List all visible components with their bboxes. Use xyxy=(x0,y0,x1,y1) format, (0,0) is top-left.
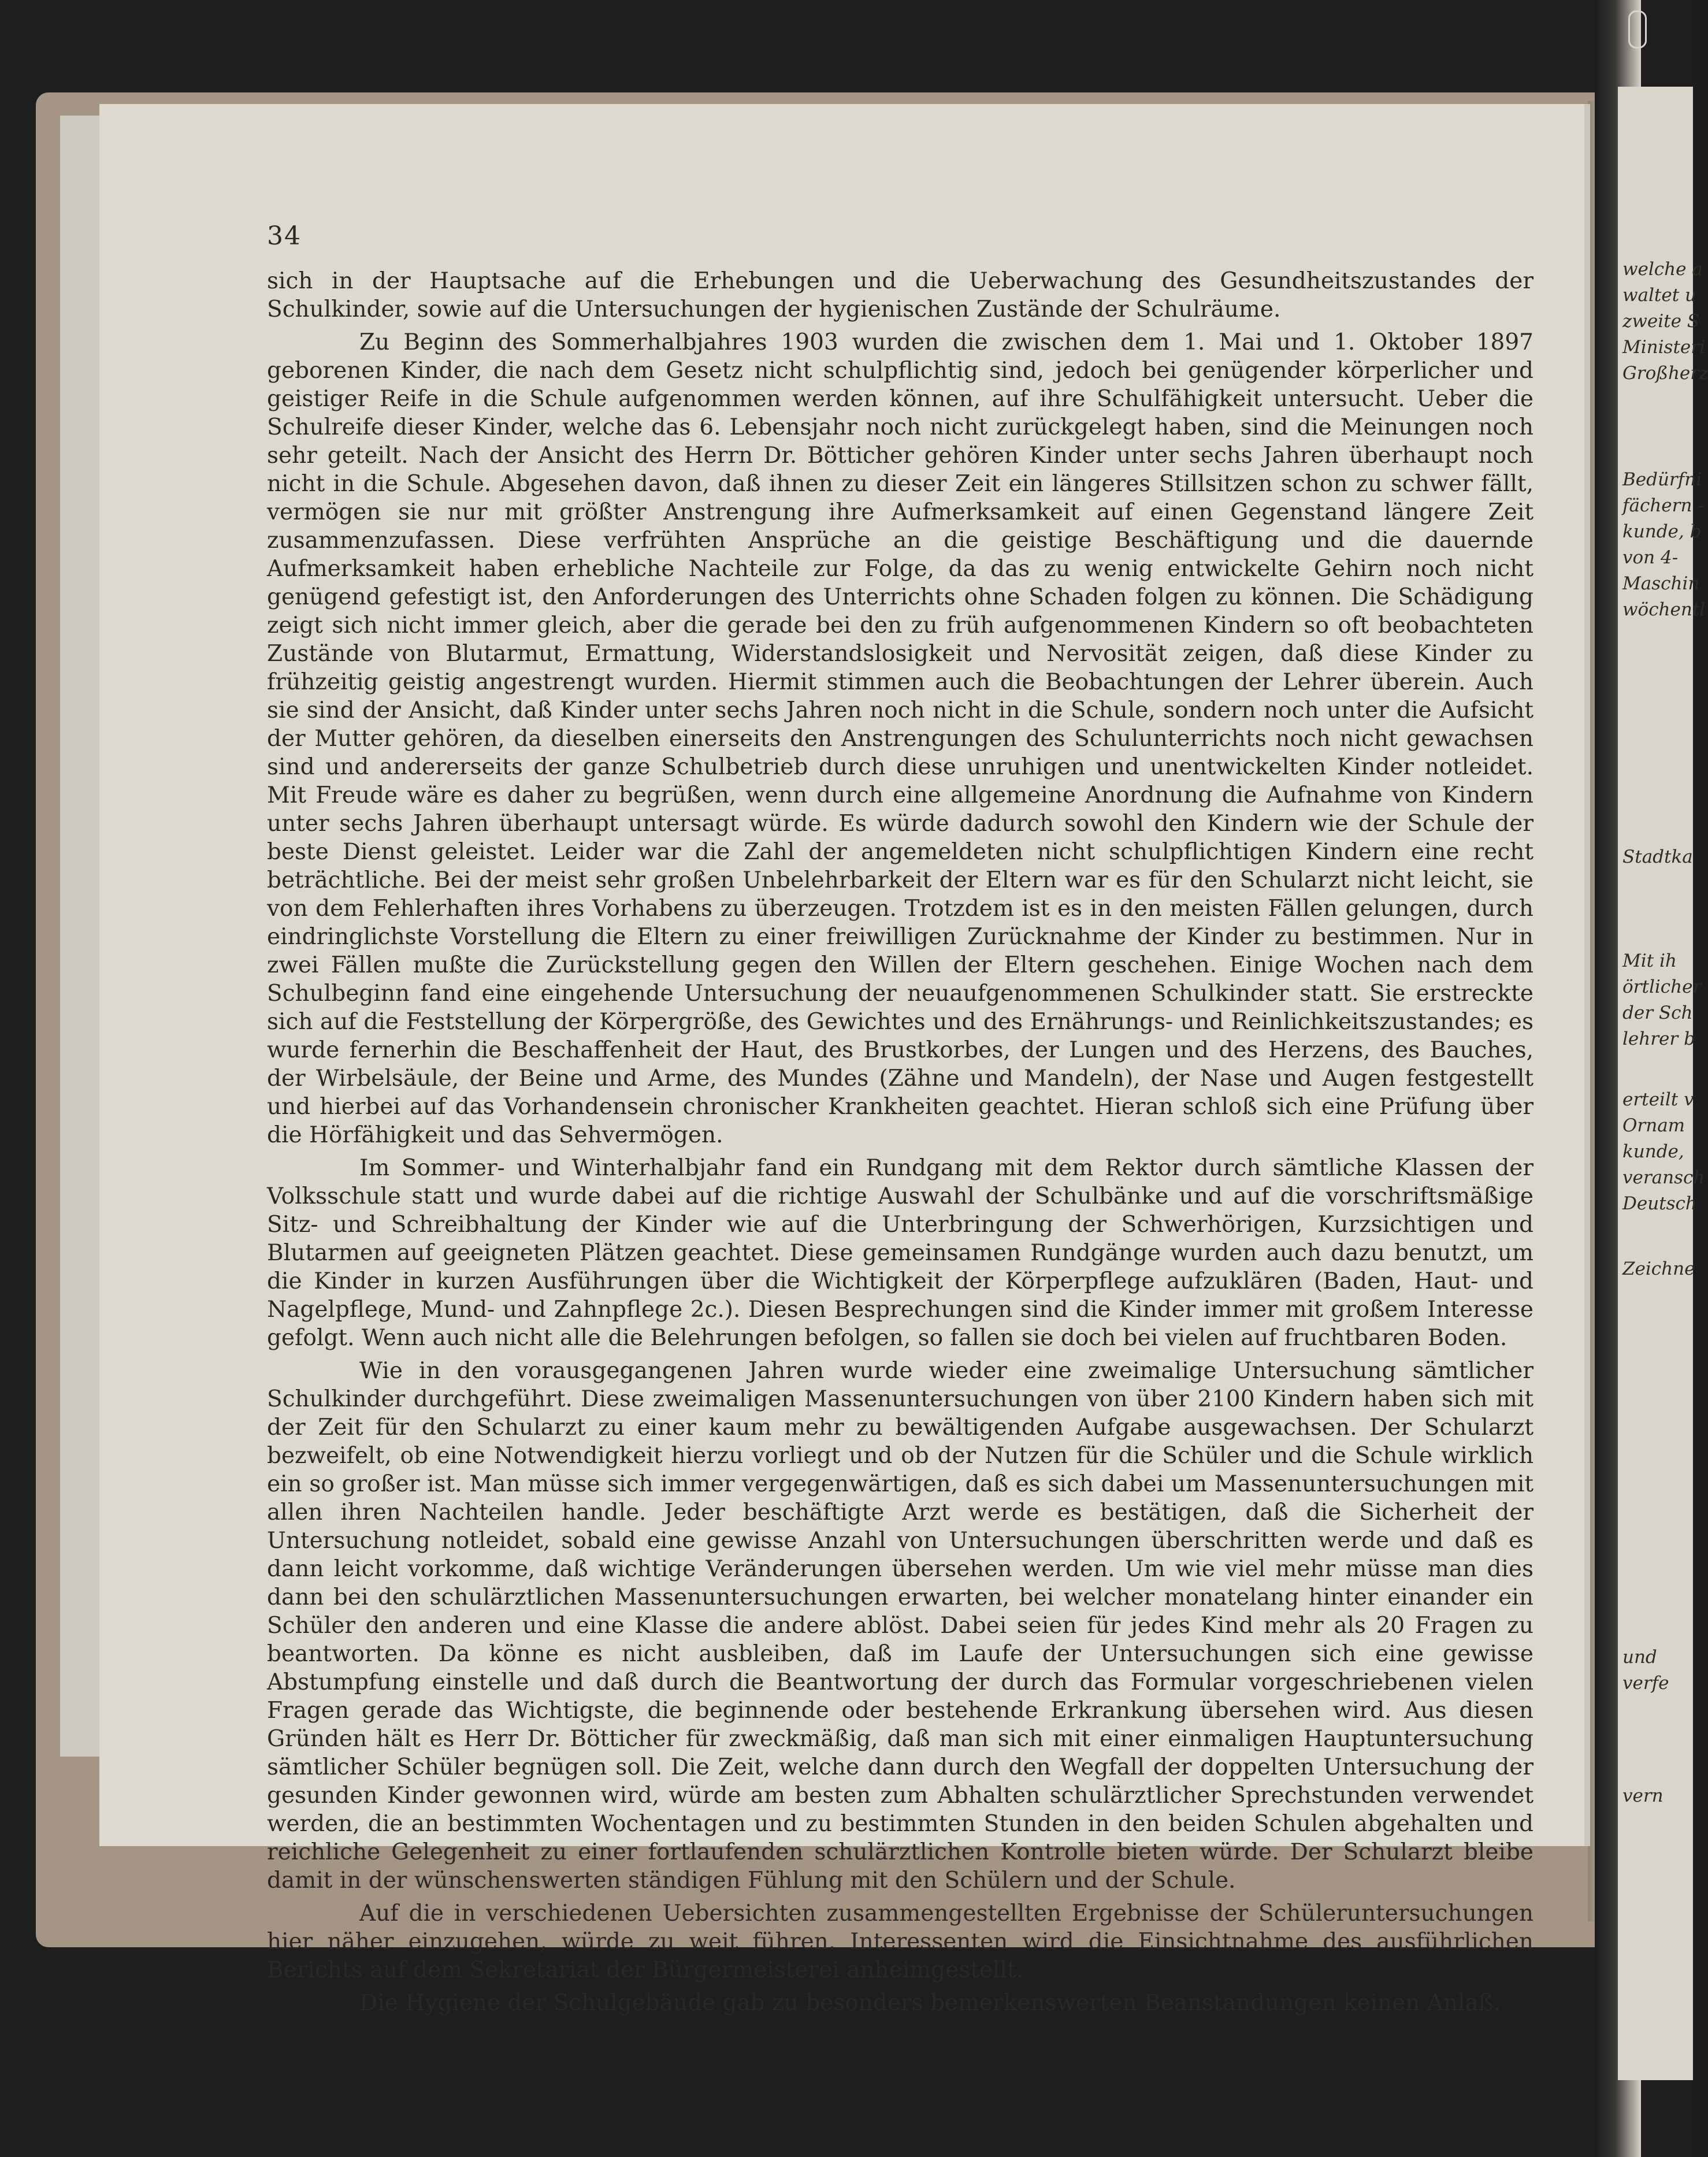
adjacent-page-line: kunde, xyxy=(1622,1141,1684,1162)
page-number: 34 xyxy=(267,221,302,251)
adjacent-page-line: fächern - xyxy=(1622,495,1704,516)
adjacent-page-line: von 4- xyxy=(1622,547,1679,568)
paragraph: sich in der Hauptsache auf die Erhebungen und die Ueberwachung des Gesundheitszustandes der Schulkinder, sowie auf die Untersuchungen der hygienischen Zustände der Schulräume. xyxy=(267,268,1534,322)
adjacent-page-line: Großherz xyxy=(1622,363,1708,384)
adjacent-page-line: vern xyxy=(1622,1785,1664,1806)
adjacent-page-line: der Sch xyxy=(1622,1003,1693,1023)
adjacent-page-line: wöchentl xyxy=(1622,599,1706,620)
paragraph: Zu Beginn des Sommerhalbjahres 1903 wurden die zwischen dem 1. Mai und 1. Oktober 1897 geborenen Kinder, die nach dem Gesetz nicht schulpflichtig sind, jedoch bei genügender körperlicher und geistiger Reife in die Schule aufgenommen werden können, auf ihre Schulfähigkeit untersucht. Ueber die Schulreife dieser Kinder, welche das 6. Lebensjahr noch nicht zurückgelegt haben, sind die Meinungen noch sehr geteilt. Nach der Ansicht des Herrn Dr. Bötticher gehören Kinder unter sechs Jahren überhaupt noch nicht in die Schule. Abgesehen davon, daß ihnen zu dieser Zeit ein längeres Stillsitzen schon zu schwer fällt, vermögen sie nur mit größter Anstrengung ihre Aufmerksamkeit auf einen Gegenstand längere Zeit zusammenzufassen. Diese verfrühten Ansprüche an die geistige Beschäftigung und die dauernde Aufmerksamkeit haben erhebliche Nachteile zur Folge, da das zu wenig entwickelte Gehirn noch nicht genügend gefestigt ist, den Anforderungen des Unterrichts ohne Schaden folgen zu können. Die Schädigung zeigt sich nicht immer gleich, aber die gerade bei den zu früh aufgenommenen Kindern so oft beobachteten Zustände von Blutarmut, Ermattung, Widerstandslosigkeit und Nervosität zeigen, daß diese Kinder zu frühzeitig geistig angestrengt wurden. Hiermit stimmen auch die Beobachtungen der Lehrer überein. Auch sie sind der Ansicht, daß Kinder unter sechs Jahren noch nicht in die Schule, sondern noch unter die Aufsicht der Mutter gehören, da dieselben einerseits den Anstrengungen des Schulunterrichts noch nicht gewachsen sind und andererseits der ganze Schulbetrieb durch diese unruhigen und unentwickelten Kinder notleidet. Mit Freude wäre es daher zu begrüßen, wenn durch eine allgemeine Anordnung die Aufnahme von Kindern unter sechs Jahren überhaupt untersagt würde. Es würde dadurch sowohl den Kindern wie der Schule der beste Dienst geleistet. Leider war die Zahl der angemeldeten nicht schulpflichtigen Kindern eine recht beträchtliche. Bei der meist sehr großen Unbelehrbarkeit der Eltern war es für den Schularzt nicht leicht, sie von dem Fehlerhaften ihres Vorhabens zu überzeugen. Trotzdem ist es in den meisten Fällen gelungen, durch eindringlichste Vorstellung die Eltern zu einer freiwilligen Zurücknahme der Kinder zu bestimmen. Nur in zwei Fällen mußte die Zurückstellung gegen den Willen der Eltern geschehen. Einige Wochen nach dem Schulbeginn fand eine eingehende Untersuchung der neuaufgenommenen Schulkinder statt. Sie erstreckte sich auf die Feststellung der Körpergröße, des Gewichtes und des Ernährungs- und Reinlichkeitszustandes; es wurde fernerhin die Beschaffenheit der Haut, des Brustkorbes, der Lungen und des Herzens, des Bauches, der Wirbelsäule, der Beine und Arme, des Mundes (Zähne und Mandeln), der Nase und Augen festgestellt und hierbei auf das Vorhandensein chronischer Krankheiten geachtet. Hieran schloß sich eine Prüfung über die Hörfähigkeit und das Sehvermögen. xyxy=(267,329,1534,1148)
paragraph: Die Hygiene der Schulgebäude gab zu besonders bemerkenswerten Beanstandungen keinen Anlaß. xyxy=(359,1990,1501,2016)
adjacent-page-line: Bedürfni xyxy=(1622,469,1702,490)
adjacent-page-line: kunde, b xyxy=(1622,521,1702,542)
paragraph: Im Sommer- und Winterhalbjahr fand ein Rundgang mit dem Rektor durch sämtliche Klassen der Volksschule statt und wurde dabei auf die richtige Auswahl der Schulbänke und auf die vorschriftsmäßige Sitz- und Schreibhaltung der Kinder wie auf die Unterbringung der Schwerhörigen, Kurzsichtigen und Blutarmen auf geeigneten Plätzen geachtet. Diese gemeinsamen Rundgänge wurden auch dazu benutzt, um die Kinder in kurzen Ausführungen über die Wichtigkeit der Körperpflege aufzuklären (Baden, Haut- und Nagelpflege, Mund- und Zahnpflege 2c.). Diesen Besprechungen sind die Kinder immer mit großem Interesse gefolgt. Wenn auch nicht alle die Belehrungen befolgen, so fallen sie doch bei vielen auf fruchtbaren Boden. xyxy=(267,1155,1534,1351)
adjacent-page xyxy=(1618,87,1693,2080)
adjacent-page-line: Deutsch xyxy=(1622,1193,1697,1214)
adjacent-page-line: verfe xyxy=(1622,1673,1669,1694)
adjacent-page-line: lehrer b xyxy=(1622,1029,1695,1049)
adjacent-page-line: örtlicher xyxy=(1622,977,1702,997)
adjacent-page-line: Stadtka xyxy=(1622,847,1693,867)
adjacent-page-line: welche a xyxy=(1622,259,1703,280)
adjacent-page-line: waltet u xyxy=(1622,285,1697,306)
adjacent-page-line: Zeichne xyxy=(1622,1258,1695,1279)
adjacent-page-line: Mit ih xyxy=(1622,951,1677,971)
adjacent-page-line: Ornam xyxy=(1622,1115,1685,1136)
paragraph: Auf die in verschiedenen Uebersichten zusammengestellten Ergebnisse der Schüleruntersuchungen hier näher einzugehen, würde zu weit führen. Interessenten wird die Einsichtnahme des ausführlichen Berichts auf dem Sekretariat der Bürgermeisterei anheimgestellt. xyxy=(267,1900,1534,1983)
adjacent-page-line: zweite S xyxy=(1622,311,1700,332)
clip-icon xyxy=(1628,10,1647,49)
adjacent-page-line: Ministeri xyxy=(1622,337,1705,358)
adjacent-page-line: Maschin xyxy=(1622,573,1700,594)
paragraph: Wie in den vorausgegangenen Jahren wurde wieder eine zweimalige Untersuchung sämtlicher Schulkinder durchgeführt. Diese zweimaligen Massenuntersuchungen von über 2100 Kindern haben sich mit der Zeit für den Schularzt zu einer kaum mehr zu bewältigenden Aufgabe ausgewachsen. Der Schularzt bezweifelt, ob eine Notwendigkeit hierzu vorliegt und ob der Nutzen für die Schüler und die Schule wirklich ein so großer ist. Man müsse sich immer vergegenwärtigen, daß es sich dabei um Massenuntersuchungen mit allen ihren Nachteilen handle. Jeder beschäftigte Arzt werde es bestätigen, daß die Sicherheit der Untersuchung notleidet, sobald eine gewisse Anzahl von Untersuchungen überschritten werde und daß es dann leicht vorkomme, daß wichtige Veränderungen übersehen werden. Um wie viel mehr müsse man dies dann bei den schulärztlichen Massenuntersuchungen erwarten, bei welcher monatelang hinter einander ein Schüler den anderen und eine Klasse die andere ablöst. Dabei seien für jedes Kind mehr als 20 Fragen zu beantworten. Da könne es nicht ausbleiben, daß im Laufe der Untersuchungen sich eine gewisse Abstumpfung einstelle und daß durch die Beantwortung der durch das Formular vorgeschriebenen vielen Fragen gerade das Wichtigste, die beginnende oder bestehende Erkrankung übersehen wird. Aus diesen Gründen hält es Herr Dr. Bötticher für zweckmäßig, daß man sich mit einer einmaligen Hauptuntersuchung sämtlicher Schüler begnügen soll. Die Zeit, welche dann durch den Wegfall der doppelten Untersuchung der gesunden Kinder gewonnen wird, würde am besten zum Abhalten schulärztlicher Sprechstunden verwendet werden, die an bestimmten Wochentagen und zu bestimmten Stunden in den beiden Schulen abgehalten und reichliche Gelegenheit zu einer fortlaufenden schulärztlichen Kontrolle bieten würde. Der Schularzt bleibe damit in der wünschenswerten ständigen Fühlung mit den Schülern und der Schule. xyxy=(267,1358,1534,1894)
adjacent-page-line: erteilt v xyxy=(1622,1089,1694,1110)
page-body xyxy=(267,267,1534,2022)
adjacent-page-line: und xyxy=(1622,1647,1657,1668)
page-stack-edge xyxy=(60,116,101,1757)
adjacent-page-line: veransch xyxy=(1622,1167,1705,1188)
